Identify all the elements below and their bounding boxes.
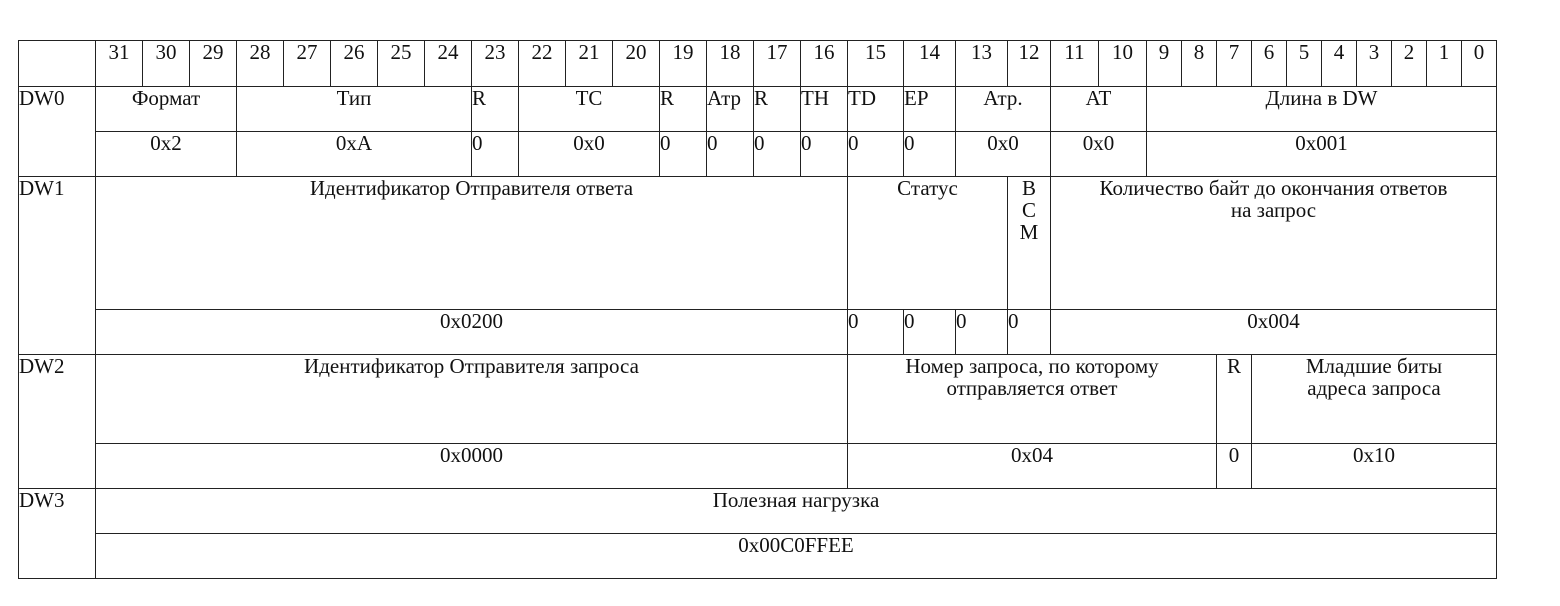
value-format: 0x2 — [96, 132, 237, 177]
field-reserved: R — [472, 87, 519, 132]
field-length: Длина в DW — [1147, 87, 1497, 132]
bit-number-row — [19, 41, 1497, 87]
bit-number: 22 — [519, 41, 566, 87]
bit-number: 30 — [143, 41, 190, 87]
bit-number: 15 — [848, 41, 904, 87]
field-lower-address — [1252, 355, 1497, 444]
value-at: 0x0 — [1051, 132, 1147, 177]
dw3-fields-row — [19, 489, 1497, 534]
bit-number: 6 — [1252, 41, 1287, 87]
bit-number: 20 — [613, 41, 660, 87]
value-tag: 0x04 — [848, 444, 1217, 489]
value-type: 0xA — [237, 132, 472, 177]
field-tag — [848, 355, 1217, 444]
value-ep: 0 — [904, 132, 956, 177]
value-status-bit: 0 — [956, 310, 1008, 355]
lower-address-line: Младшие биты — [1305, 354, 1443, 378]
dw2-fields-row — [19, 355, 1497, 444]
bit-number: 24 — [425, 41, 472, 87]
field-bcm — [1008, 177, 1051, 310]
bit-number: 1 — [1427, 41, 1462, 87]
bit-number: 28 — [237, 41, 284, 87]
field-payload: Полезная нагрузка — [96, 489, 1497, 534]
bit-number: 16 — [801, 41, 848, 87]
field-status: Статус — [848, 177, 1008, 310]
bit-number: 14 — [904, 41, 956, 87]
bit-number: 25 — [378, 41, 425, 87]
byte-count-line: Количество байт до окончания ответов — [1099, 176, 1448, 200]
dw2-values-row — [19, 444, 1497, 489]
value-reserved: 0 — [660, 132, 707, 177]
bit-number: 4 — [1322, 41, 1357, 87]
bit-number: 13 — [956, 41, 1008, 87]
bit-number: 19 — [660, 41, 707, 87]
field-attr2: Атр. — [956, 87, 1051, 132]
bit-number: 29 — [190, 41, 237, 87]
bit-number: 17 — [754, 41, 801, 87]
value-requester-id: 0x0000 — [96, 444, 848, 489]
field-ep: EP — [904, 87, 956, 132]
bit-number: 21 — [566, 41, 613, 87]
tag-line: отправляется ответ — [946, 376, 1118, 400]
bit-number: 27 — [284, 41, 331, 87]
dw2-label: DW2 — [19, 355, 96, 489]
value-length: 0x001 — [1147, 132, 1497, 177]
bit-number: 3 — [1357, 41, 1392, 87]
bit-number: 0 — [1462, 41, 1497, 87]
value-attr: 0 — [707, 132, 754, 177]
value-reserved: 0 — [1217, 444, 1252, 489]
field-byte-count — [1051, 177, 1497, 310]
tlp-header-table — [18, 40, 1497, 579]
bcm-letter: B — [1021, 176, 1036, 200]
field-reserved: R — [660, 87, 707, 132]
field-reserved: R — [1217, 355, 1252, 444]
bcm-letter: C — [1021, 198, 1036, 222]
field-type: Тип — [237, 87, 472, 132]
dw1-fields-row — [19, 177, 1497, 310]
value-reserved: 0 — [754, 132, 801, 177]
bit-number: 18 — [707, 41, 754, 87]
value-payload: 0x00C0FFEE — [96, 534, 1497, 579]
field-at: AT — [1051, 87, 1147, 132]
value-status-bit: 0 — [848, 310, 904, 355]
value-td: 0 — [848, 132, 904, 177]
bit-number: 26 — [331, 41, 378, 87]
bit-number: 2 — [1392, 41, 1427, 87]
dw0-fields-row — [19, 87, 1497, 132]
value-th: 0 — [801, 132, 848, 177]
value-completer-id: 0x0200 — [96, 310, 848, 355]
bit-number: 7 — [1217, 41, 1252, 87]
byte-count-line: на запрос — [1230, 198, 1317, 222]
value-attr2: 0x0 — [956, 132, 1051, 177]
bit-number: 23 — [472, 41, 519, 87]
bit-number: 8 — [1182, 41, 1217, 87]
bit-number: 12 — [1008, 41, 1051, 87]
value-byte-count: 0x004 — [1051, 310, 1497, 355]
dw3-values-row — [19, 534, 1497, 579]
bit-number: 11 — [1051, 41, 1099, 87]
dw0-values-row — [19, 132, 1497, 177]
field-tc: TC — [519, 87, 660, 132]
dw1-values-row — [19, 310, 1497, 355]
field-completer-id: Идентификатор Отправителя ответа — [96, 177, 848, 310]
bit-number: 31 — [96, 41, 143, 87]
value-status-bit: 0 — [904, 310, 956, 355]
field-requester-id: Идентификатор Отправителя запроса — [96, 355, 848, 444]
value-reserved: 0 — [472, 132, 519, 177]
dw3-label: DW3 — [19, 489, 96, 579]
field-reserved: R — [754, 87, 801, 132]
bit-number: 5 — [1287, 41, 1322, 87]
dw0-label: DW0 — [19, 87, 96, 177]
value-lower-address: 0x10 — [1252, 444, 1497, 489]
bit-number: 9 — [1147, 41, 1182, 87]
field-th: TH — [801, 87, 848, 132]
lower-address-line: адреса запроса — [1307, 376, 1441, 400]
corner-cell — [19, 41, 96, 87]
dw1-label: DW1 — [19, 177, 96, 355]
tag-line: Номер запроса, по которому — [905, 354, 1159, 378]
bit-number: 10 — [1099, 41, 1147, 87]
field-format: Формат — [96, 87, 237, 132]
field-attr: Атр — [707, 87, 754, 132]
field-td: TD — [848, 87, 904, 132]
value-tc: 0x0 — [519, 132, 660, 177]
bcm-letter: M — [1019, 220, 1039, 244]
value-bcm: 0 — [1008, 310, 1051, 355]
